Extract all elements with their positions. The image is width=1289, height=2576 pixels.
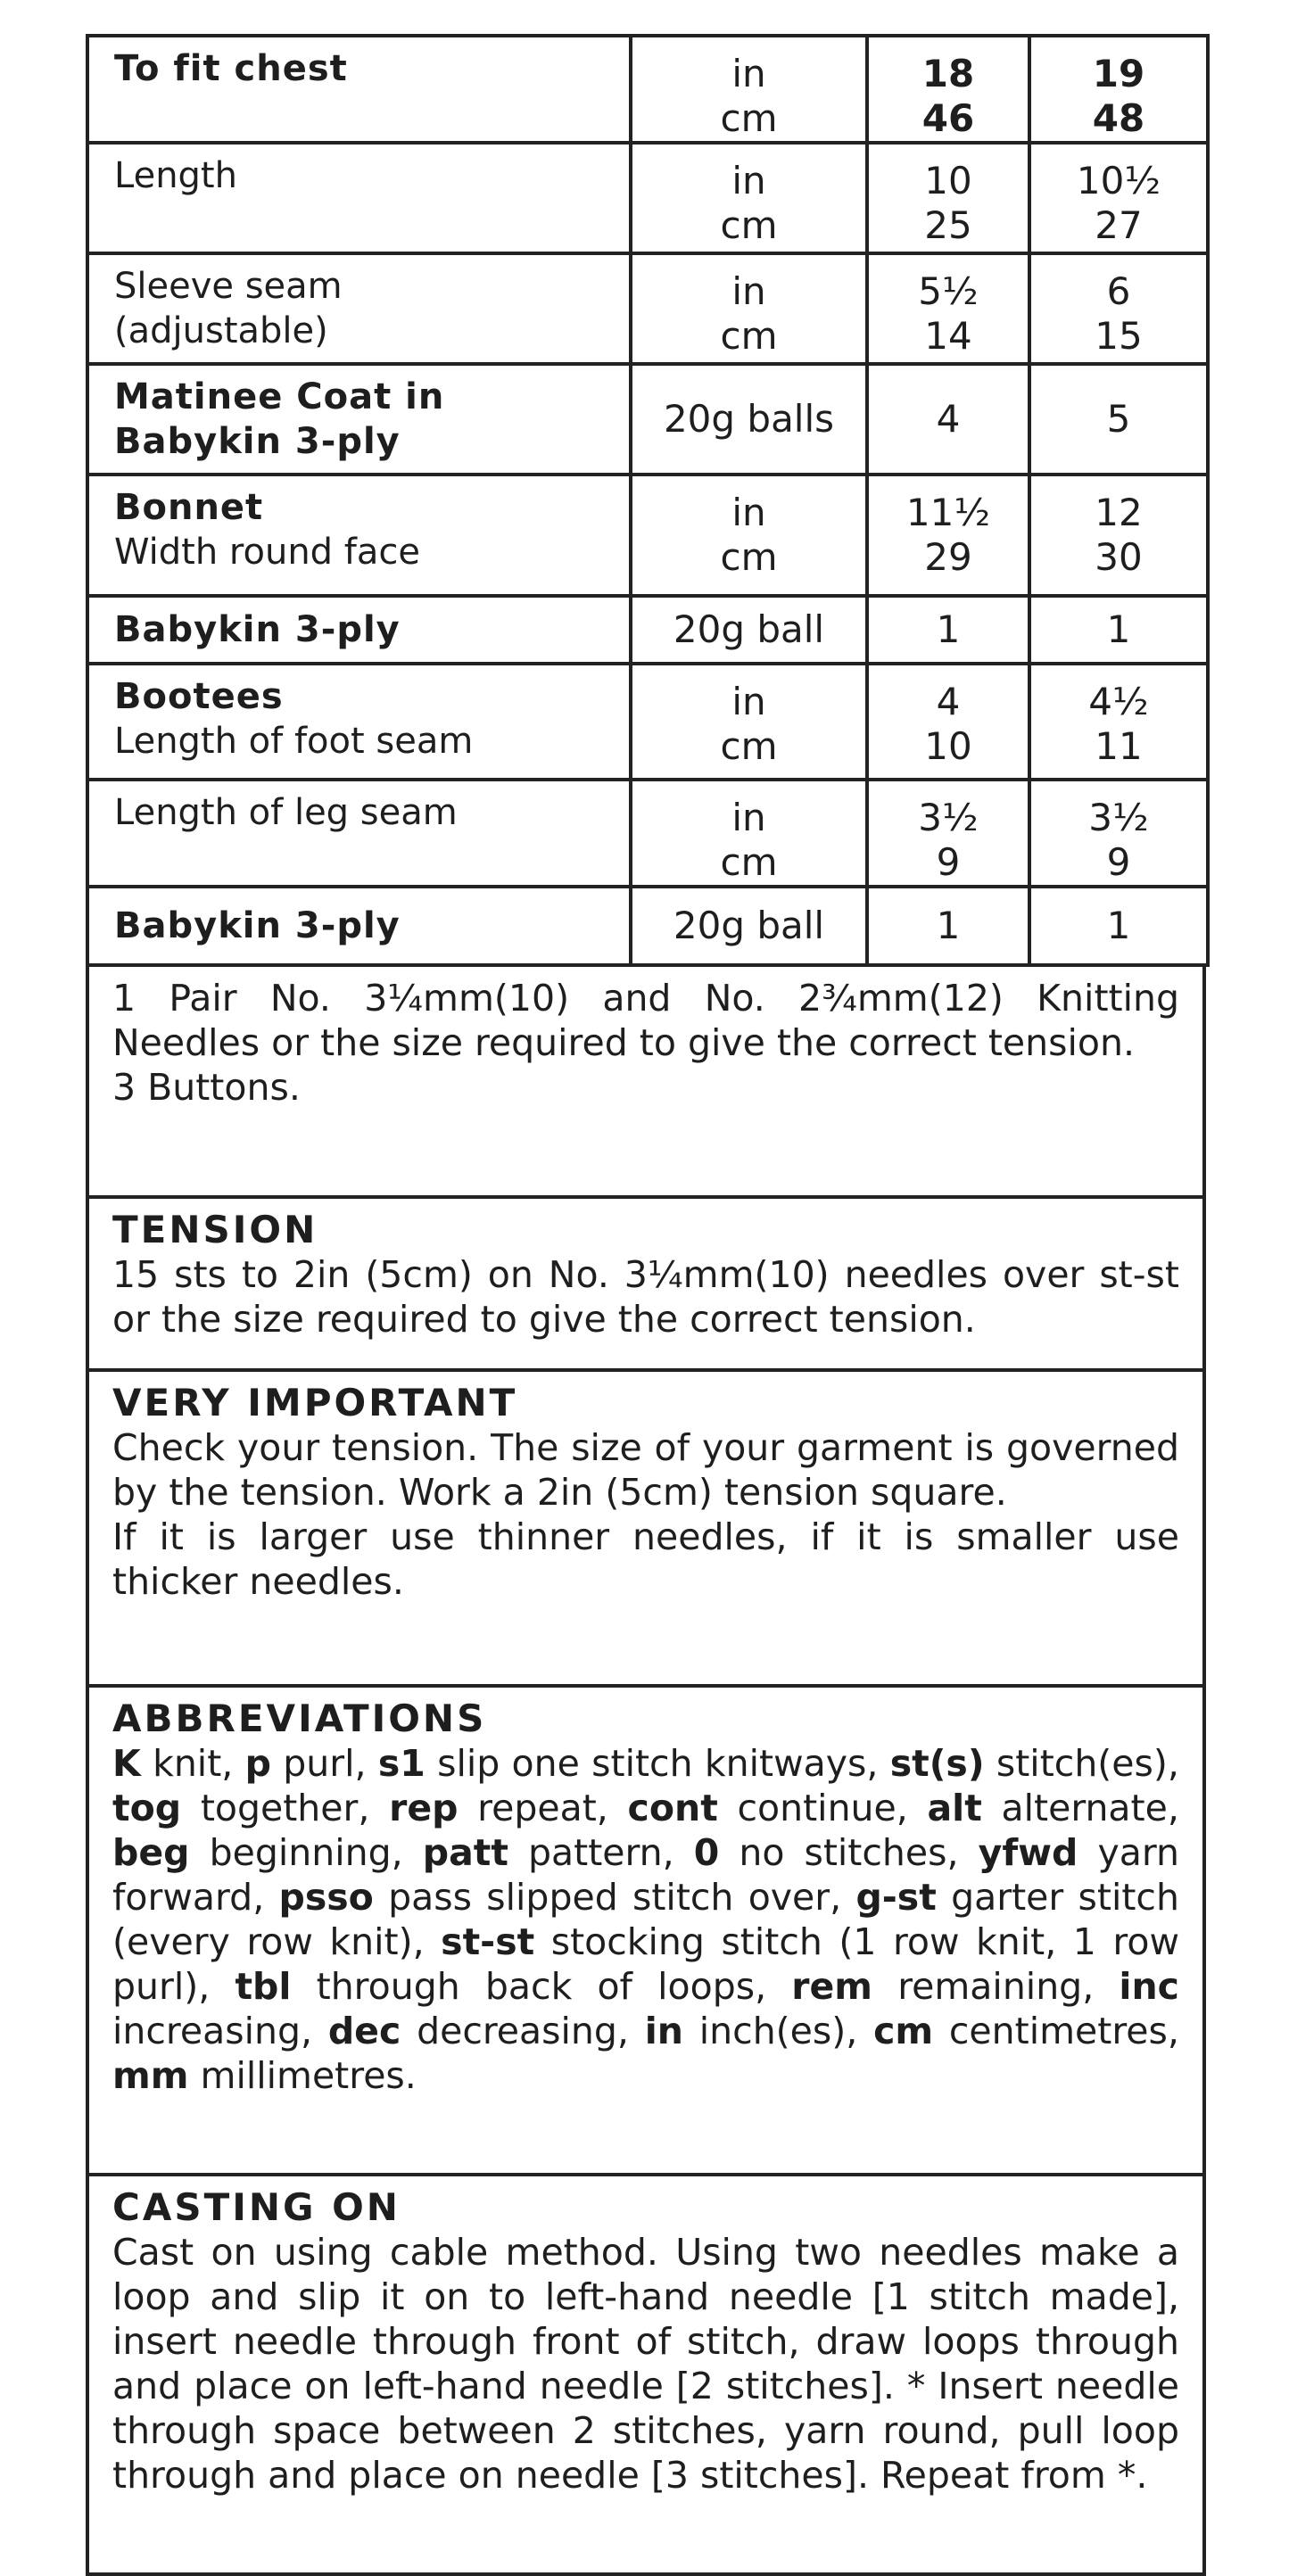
size-row-value-2 [1029, 364, 1208, 475]
important-text-1: Check your tension. The size of your garment is governed by the tension. Work a 2in (5cm) tension square. [112, 1426, 1179, 1514]
size-row-unit-line: in [731, 159, 766, 202]
size-table [86, 34, 1210, 967]
size-row-unit-line: cm [720, 724, 778, 768]
size-row-unit-line: in [731, 491, 766, 534]
abbreviation-term: cm [873, 2010, 934, 2052]
size-row-label-line: (adjustable) [114, 310, 328, 351]
size-row-unit-line: in [731, 269, 766, 313]
size-row-value-1-line: 9 [936, 840, 961, 884]
size-row-unit [631, 253, 867, 364]
size-row-value-1-line: 1 [936, 607, 961, 651]
abbreviations-section [86, 1688, 1206, 2176]
size-row-value-2 [1029, 664, 1208, 780]
size-row-value-1-line: 25 [924, 203, 972, 247]
pattern-page [86, 34, 1206, 2514]
size-row-label-line: Babykin 3-ply [114, 905, 401, 946]
size-row-value-2-line: 12 [1095, 491, 1143, 534]
abbreviation-meaning: pass slipped stitch over, [388, 1876, 842, 1919]
abbreviation-term: dec [327, 2010, 401, 2052]
size-row-unit [631, 664, 867, 780]
size-row [87, 596, 1208, 664]
abbreviation-term: mm [112, 2054, 189, 2097]
size-row-value-2-line: 9 [1106, 840, 1131, 884]
size-row-value-1-line: 11½ [905, 491, 991, 534]
important-text-2: If it is larger use thinner needles, if it is smaller use thicker needles. [112, 1515, 1179, 1603]
size-row-value-2 [1029, 780, 1208, 887]
size-row-value-1 [867, 253, 1029, 364]
size-row-value-2-line: 1 [1106, 904, 1131, 947]
tension-section [86, 1199, 1206, 1372]
size-row-unit-line: cm [720, 840, 778, 884]
abbreviation-term: rem [791, 1965, 873, 2008]
abbreviation-meaning: garter stitch (every row knit), [112, 1876, 1179, 1963]
size-row-unit [631, 143, 867, 253]
size-row-value-2 [1029, 596, 1208, 664]
size-row-value-1-line: 18 [921, 52, 975, 95]
abbreviation-term: g-st [855, 1876, 937, 1919]
abbreviation-term: s1 [377, 1742, 426, 1785]
size-row-label [87, 780, 631, 887]
abbreviation-meaning: inch(es), [698, 2010, 858, 2052]
abbreviation-term: st-st [441, 1920, 535, 1963]
abbreviation-term: alt [927, 1787, 982, 1829]
size-row [87, 475, 1208, 596]
important-section [86, 1372, 1206, 1688]
abbreviation-meaning: centimetres, [948, 2010, 1179, 2052]
size-row-label-line: Babykin 3-ply [114, 421, 401, 462]
size-row-unit [631, 36, 867, 143]
size-row-unit-line: in [731, 52, 766, 95]
abbreviation-meaning: yarn forward, [112, 1831, 1179, 1919]
size-row-unit-line: in [731, 796, 766, 839]
abbreviation-term: inc [1119, 1965, 1179, 2008]
size-row-unit-line: cm [720, 203, 778, 247]
abbreviation-meaning: decreasing, [417, 2010, 629, 2052]
abbreviation-term: tbl [235, 1965, 292, 2008]
size-row-value-2-line: 19 [1092, 52, 1145, 95]
size-row-label-line: Bootees [114, 676, 284, 717]
abbreviation-meaning: through back of loops, [316, 1965, 767, 2008]
size-row-unit-line: 20g balls [663, 397, 835, 441]
size-row-unit-line: cm [720, 314, 778, 358]
abbreviation-meaning: stocking stitch (1 row knit, 1 row purl), [112, 1920, 1179, 2008]
size-row-value-1-line: 3½ [918, 796, 979, 839]
size-row-value-1 [867, 780, 1029, 887]
size-row-unit [631, 364, 867, 475]
size-row-value-2-line: 3½ [1088, 796, 1149, 839]
materials-section [86, 967, 1206, 1199]
size-row-value-1 [867, 364, 1029, 475]
size-row-unit-line: cm [720, 96, 778, 140]
size-row-unit [631, 780, 867, 887]
size-row-label-line: Length of leg seam [114, 792, 458, 833]
abbreviation-meaning: no stitches, [739, 1831, 959, 1874]
size-row-label-line: Babykin 3-ply [114, 609, 401, 650]
size-row-value-2-line: 6 [1106, 269, 1131, 313]
size-row-label [87, 143, 631, 253]
size-row-value-2-line: 27 [1095, 203, 1143, 247]
abbreviation-term: in [644, 2010, 683, 2052]
abbreviation-term: st(s) [889, 1742, 985, 1785]
casting-on-text: Cast on using cable method. Using two needles make a loop and slip it on to left-hand needle [1 stitch made], insert needle through front of stitch, draw loops through and place on left-hand needle [2 stitches]. * Insert needle through space between 2 stitches, yarn round, pull loop through and place on needle [3 stitches]. Repeat from *. [112, 2231, 1179, 2497]
abbreviation-meaning: beginning, [209, 1831, 403, 1874]
size-row-value-2-line: 48 [1092, 96, 1145, 140]
size-row-value-1-line: 4 [936, 680, 961, 723]
abbreviation-term: patt [422, 1831, 508, 1874]
size-row-unit [631, 887, 867, 965]
size-row-value-2-line: 15 [1095, 314, 1143, 358]
tension-heading: TENSION [112, 1208, 318, 1251]
abbreviation-term: tog [112, 1787, 182, 1829]
size-row-unit-line: cm [720, 535, 778, 579]
size-row-label [87, 253, 631, 364]
size-row [87, 780, 1208, 887]
buttons-text: 3 Buttons. [112, 1066, 301, 1109]
abbreviation-term: rep [389, 1787, 459, 1829]
abbreviation-meaning: increasing, [112, 2010, 313, 2052]
abbreviation-meaning: remaining, [897, 1965, 1095, 2008]
size-row-value-2 [1029, 143, 1208, 253]
abbreviation-meaning: together, [200, 1787, 370, 1829]
size-row-value-2-line: 10½ [1076, 159, 1161, 202]
size-row [87, 143, 1208, 253]
size-row-unit [631, 475, 867, 596]
abbreviation-term: p [244, 1742, 271, 1785]
size-row-value-1-line: 1 [936, 904, 961, 947]
size-row-label [87, 887, 631, 965]
size-row-value-2-line: 30 [1095, 535, 1143, 579]
size-row [87, 664, 1208, 780]
size-row-value-2-line: 11 [1095, 724, 1143, 768]
size-row-value-2 [1029, 36, 1208, 143]
abbreviation-meaning: purl, [283, 1742, 367, 1785]
size-row-unit [631, 596, 867, 664]
size-row [87, 887, 1208, 965]
size-row-value-1 [867, 36, 1029, 143]
size-row-value-1 [867, 143, 1029, 253]
size-row-unit-line: 20g ball [673, 904, 825, 947]
size-row [87, 253, 1208, 364]
size-row-value-2-line: 5 [1106, 397, 1131, 441]
casting-on-section [86, 2176, 1206, 2576]
size-row-label [87, 364, 631, 475]
size-row-label-line: Sleeve seam [114, 266, 343, 307]
size-row [87, 364, 1208, 475]
size-row-value-1 [867, 596, 1029, 664]
size-row-value-1-line: 29 [924, 535, 972, 579]
size-row-value-2 [1029, 475, 1208, 596]
abbreviations-list [112, 1741, 1179, 2098]
size-row-value-1-line: 14 [924, 314, 972, 358]
abbreviation-term: yfwd [978, 1831, 1078, 1874]
abbreviation-term: beg [112, 1831, 190, 1874]
size-row-value-2 [1029, 253, 1208, 364]
size-row-value-1-line: 10 [924, 159, 972, 202]
size-row-label-line: Width round face [114, 532, 420, 573]
size-row-label-line: Matinee Coat in [114, 376, 445, 417]
size-row-label [87, 36, 631, 143]
abbreviation-meaning: alternate, [1001, 1787, 1179, 1829]
size-row-label [87, 664, 631, 780]
size-row-value-2-line: 4½ [1088, 680, 1149, 723]
size-row-label-line: Length of foot seam [114, 721, 474, 762]
casting-on-heading: CASTING ON [112, 2185, 401, 2229]
abbreviation-meaning: repeat, [477, 1787, 608, 1829]
size-row-value-1 [867, 664, 1029, 780]
abbreviation-meaning: slip one stitch knitways, [437, 1742, 879, 1785]
size-row-label-line: Length [114, 155, 237, 196]
abbreviation-term: K [112, 1742, 141, 1785]
abbreviation-meaning: pattern, [528, 1831, 674, 1874]
size-row-label [87, 596, 631, 664]
abbreviation-meaning: stitch(es), [996, 1742, 1179, 1785]
abbreviation-meaning: knit, [153, 1742, 234, 1785]
size-row-value-1-line: 4 [936, 397, 961, 441]
size-row [87, 36, 1208, 143]
size-row-label [87, 475, 631, 596]
size-row-value-2 [1029, 887, 1208, 965]
size-row-label-line: To fit chest [114, 48, 348, 89]
materials-text: 1 Pair No. 3¼mm(10) and No. 2¾mm(12) Knitting Needles or the size required to give the correct tension. [112, 977, 1179, 1064]
size-row-value-1 [867, 475, 1029, 596]
size-row-value-1-line: 46 [921, 96, 975, 140]
abbreviations-heading: ABBREVIATIONS [112, 1697, 487, 1740]
tension-text: 15 sts to 2in (5cm) on No. 3¼mm(10) needles over st-st or the size required to give the correct tension. [112, 1253, 1179, 1341]
abbreviation-meaning: millimetres. [200, 2054, 417, 2097]
abbreviation-term: psso [278, 1876, 374, 1919]
abbreviation-meaning: continue, [737, 1787, 908, 1829]
size-row-unit-line: in [731, 680, 766, 723]
abbreviation-term: cont [627, 1787, 718, 1829]
size-row-value-1-line: 5½ [918, 269, 979, 313]
abbreviation-term: 0 [693, 1831, 720, 1874]
size-row-unit-line: 20g ball [673, 607, 825, 651]
size-row-label-line: Bonnet [114, 487, 264, 528]
size-row-value-1 [867, 887, 1029, 965]
important-heading: VERY IMPORTANT [112, 1381, 518, 1424]
size-row-value-1-line: 10 [924, 724, 972, 768]
size-row-value-2-line: 1 [1106, 607, 1131, 651]
